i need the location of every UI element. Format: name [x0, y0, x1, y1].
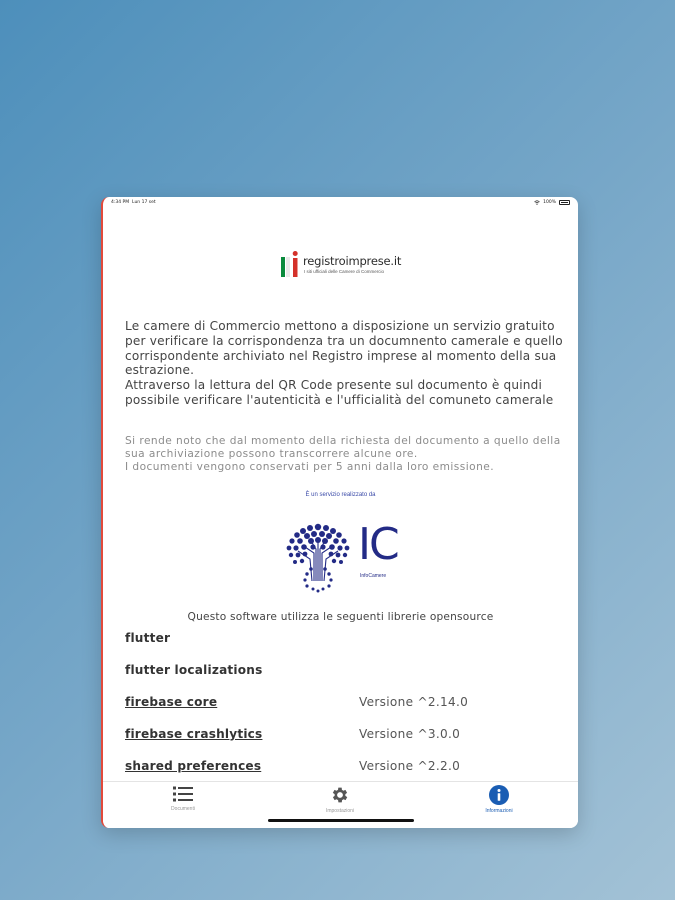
tab-impostazioni[interactable] [295, 785, 385, 814]
tab-label: Impostazioni [325, 808, 355, 814]
logo-tagline: I siti ufficiali delle Camere di Commercio [304, 269, 384, 274]
battery-percent: 100% [543, 200, 556, 205]
status-indicators [534, 200, 570, 205]
info-icon [489, 785, 509, 805]
library-link-firebase-crashlytics[interactable]: firebase crashlytics [125, 727, 263, 741]
tab-informazioni[interactable] [454, 785, 544, 814]
note-paragraph: Si rende noto che dal momento della richiesta del documento a quello della sua archiviazione possono transcorrere alcune ore. [125, 435, 561, 461]
wifi-icon [534, 200, 540, 205]
logo-name: registroimprese.it [303, 254, 402, 268]
libraries-heading: Questo software utilizza le seguenti librerie opensource [187, 611, 494, 623]
infocamere-tree-icon [283, 519, 353, 594]
intro-paragraph: Le camere di Commercio mettono a disposizione un servizio gratuito per verificare la corrispondenza tra un documnento camerale e quello corrispondente archiviato nel Registro imprese al momento della sua estrazione. [125, 319, 563, 378]
library-version: Versione ^2.2.0 [359, 759, 461, 773]
list-icon [172, 785, 194, 803]
intro-text [125, 319, 565, 408]
status-time: 4:34 PM Lun 17 set [111, 200, 156, 205]
app-window [101, 197, 578, 828]
tab-documenti[interactable] [138, 785, 228, 812]
retention-note [125, 435, 565, 475]
note-paragraph: I documenti vengono conservati per 5 anni dalla loro emissione. [125, 461, 495, 474]
infocamere-logo [283, 519, 398, 594]
tab-label: Documenti [171, 806, 195, 812]
registroimprese-logo-mark [279, 249, 299, 279]
battery-icon [559, 200, 570, 205]
intro-paragraph: Attraverso la lettura del QR Code presente sul documento è quindi possibile verificare l'autenticità e l'ufficialità del comuneto camerale [125, 378, 554, 407]
home-indicator[interactable] [268, 819, 414, 822]
gear-icon [330, 785, 350, 805]
library-version: Versione ^3.0.0 [359, 727, 461, 741]
registroimprese-logo [279, 249, 409, 279]
service-label: È un servizio realizzato da [305, 492, 376, 498]
infocamere-initials: IC [358, 519, 398, 570]
tab-label: Informazioni [485, 808, 513, 814]
library-link-firebase-core[interactable]: firebase core [125, 695, 218, 709]
infocamere-name: InfoCamere [360, 573, 387, 579]
library-link-flutter-localizations[interactable]: flutter localizations [125, 663, 263, 677]
library-link-shared-preferences[interactable]: shared preferences [125, 759, 262, 773]
library-link-flutter[interactable]: flutter [125, 631, 171, 645]
status-bar [103, 197, 578, 209]
library-version: Versione ^2.14.0 [359, 695, 469, 709]
